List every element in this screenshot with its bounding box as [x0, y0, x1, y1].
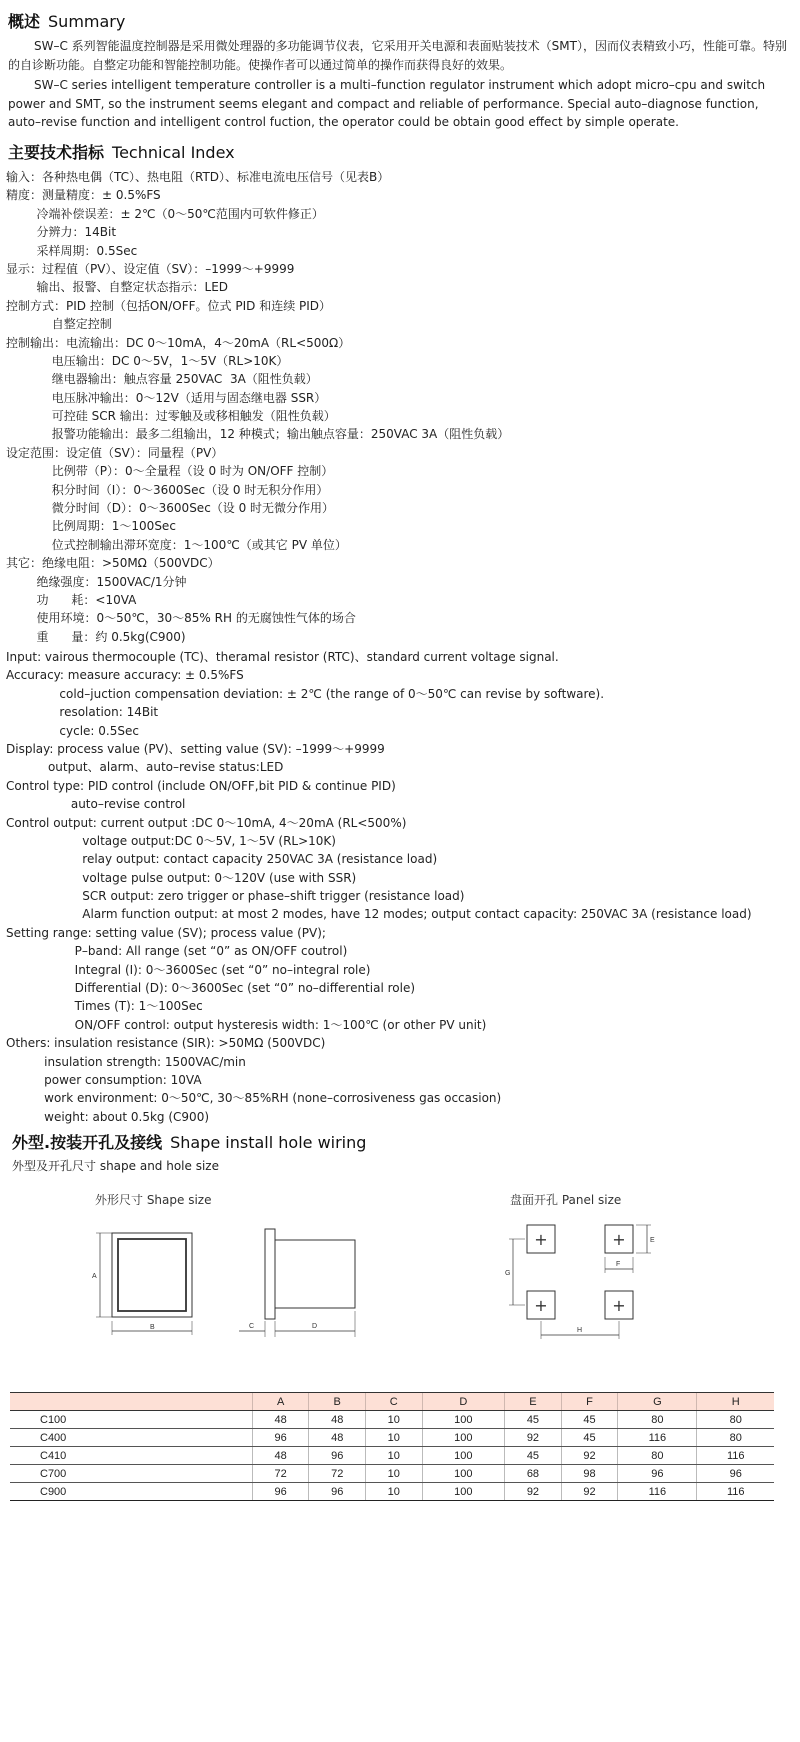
- spec-line: Setting range: setting value (SV); process value (PV);: [6, 925, 326, 940]
- shape-size-caption: 外形尺寸 Shape size: [95, 1193, 212, 1207]
- spec-line: 位式控制输出滞环宽度：1～100℃（或其它 PV 单位）: [6, 537, 347, 552]
- spec-line: Control type: PID control (include ON/OFF,bit PID & continue PID): [6, 778, 396, 793]
- spec-line: 绝缘强度：1500VAC/1分钟: [6, 574, 187, 589]
- dimension-cell: 10: [366, 1483, 423, 1501]
- table-row: [10, 1465, 774, 1483]
- spec-line: 控制输出：电流输出：DC 0～10mA，4～20mA（RL<500Ω）: [6, 335, 351, 350]
- dim-label-h: H: [577, 1327, 583, 1334]
- spec-line: 积分时间（I）：0～3600Sec（设 0 时无积分作用）: [6, 482, 329, 497]
- spec-line: Others: insulation resistance (SIR): >50MΩ (500VDC): [6, 1036, 326, 1051]
- spec-line: Control output: current output :DC 0～10mA, 4～20mA (RL<500%): [6, 815, 407, 830]
- dimension-cell: 96: [252, 1429, 309, 1447]
- spec-line: Alarm function output: at most 2 modes, have 12 modes; output contact capacity: 250VAC 3A (resistance load): [6, 907, 752, 922]
- dimension-cell: 45: [505, 1411, 562, 1429]
- dim-label-e: E: [650, 1237, 655, 1244]
- spec-line: 比例带（P）：0～全量程（设 0 时为 ON/OFF 控制）: [6, 464, 334, 479]
- table-row: [10, 1483, 774, 1501]
- spec-line: cycle: 0.5Sec: [6, 723, 139, 738]
- model-cell: C410: [10, 1447, 252, 1465]
- dimension-cell: 116: [618, 1483, 697, 1501]
- spec-line: 电压输出：DC 0～5V，1～5V（RL>10K）: [6, 353, 289, 368]
- table-header-cell: D: [422, 1393, 505, 1411]
- dimension-cell: 45: [561, 1411, 618, 1429]
- wiring-title-cn: 外型.按装开孔及接线: [12, 1133, 163, 1152]
- spec-line: insulation strength: 1500VAC/min: [6, 1054, 246, 1069]
- dimension-cell: 80: [697, 1429, 774, 1447]
- dimension-cell: 48: [252, 1447, 309, 1465]
- tech-title-cn: 主要技术指标: [8, 143, 105, 162]
- spec-line: Differential (D): 0～3600Sec (set “0” no–differential role): [6, 981, 416, 996]
- spec-line: P–band: All range (set “0” as ON/OFF coutrol): [6, 944, 348, 959]
- dimension-cell: 96: [618, 1465, 697, 1483]
- dim-label-b: B: [150, 1324, 155, 1331]
- tech-spec-list-cn: [6, 168, 796, 646]
- spec-line: voltage output:DC 0～5V, 1～5V (RL>10K): [6, 833, 336, 848]
- dimension-cell: 96: [309, 1447, 366, 1465]
- spec-line: 分辨力：14Bit: [6, 225, 117, 240]
- front-view-diagram: [88, 1225, 208, 1345]
- spec-line: ON/OFF control: output hysteresis width: 1～100℃ (or other PV unit): [6, 1017, 487, 1032]
- table-row: [10, 1447, 774, 1465]
- dimension-cell: 100: [422, 1465, 505, 1483]
- cutout-plus-icon: +: [612, 1230, 626, 1249]
- spec-line: 电压脉冲输出：0～12V（适用与固态继电器 SSR）: [6, 390, 327, 405]
- dimension-cell: 96: [252, 1483, 309, 1501]
- dimension-cell: 80: [697, 1411, 774, 1429]
- spec-line: 输入：各种热电偶（TC）、热电阻（RTD）、标准电流电压信号（见表B）: [6, 170, 390, 184]
- wiring-heading: [12, 1130, 366, 1153]
- spec-line: 设定范围：设定值（SV）：同量程（PV）: [6, 445, 224, 460]
- dimension-cell: 96: [697, 1465, 774, 1483]
- dimension-cell: 10: [366, 1447, 423, 1465]
- model-cell: C100: [10, 1411, 252, 1429]
- dimension-cell: 92: [505, 1429, 562, 1447]
- spec-line: 显示：过程值（PV）、设定值（SV）：–1999～+9999: [6, 261, 295, 276]
- dimension-cell: 100: [422, 1447, 505, 1465]
- spec-line: 自整定控制: [6, 317, 112, 332]
- spec-line: weight: about 0.5kg (C900): [6, 1109, 210, 1124]
- spec-line: 功 耗：<10VA: [6, 592, 137, 607]
- spec-line: 控制方式：PID 控制（包括ON/OFF。位式 PID 和连续 PID）: [6, 298, 332, 313]
- table-header-cell: E: [505, 1393, 562, 1411]
- table-row: [10, 1429, 774, 1447]
- summary-heading: [8, 9, 125, 32]
- spec-line: relay output: contact capacity 250VAC 3A (resistance load): [6, 852, 438, 867]
- table-header-cell: B: [309, 1393, 366, 1411]
- model-cell: C900: [10, 1483, 252, 1501]
- spec-line: 继电器输出：触点容量 250VAC 3A（阻性负载）: [6, 372, 318, 387]
- spec-line: Times (T): 1～100Sec: [6, 999, 203, 1014]
- dimension-cell: 92: [561, 1447, 618, 1465]
- spec-line: Input: vairous thermocouple (TC)、theramal resistor (RTC)、standard current voltage signal.: [6, 650, 559, 664]
- spec-line: 其它：绝缘电阻：>50MΩ（500VDC）: [6, 556, 220, 571]
- summary-title-cn: 概述: [8, 12, 41, 31]
- dimension-cell: 98: [561, 1465, 618, 1483]
- cutout-plus-icon: +: [534, 1230, 548, 1249]
- cutout-plus-icon: +: [534, 1296, 548, 1315]
- spec-line: 报警功能输出：最多二组输出，12 种模式；输出触点容量：250VAC 3A（阻性负载）: [6, 427, 510, 442]
- spec-line: resolation: 14Bit: [6, 705, 159, 720]
- dimension-cell: 45: [505, 1447, 562, 1465]
- spec-line: 精度：测量精度：± 0.5%FS: [6, 188, 161, 203]
- spec-line: 重 量：约 0.5kg(C900): [6, 629, 186, 644]
- dimension-cell: 10: [366, 1465, 423, 1483]
- dimension-cell: 48: [252, 1411, 309, 1429]
- table-row: [10, 1411, 774, 1429]
- spec-line: 比例周期：1～100Sec: [6, 519, 176, 534]
- table-header-cell: C: [366, 1393, 423, 1411]
- dimension-cell: 45: [561, 1429, 618, 1447]
- dimension-cell: 80: [618, 1447, 697, 1465]
- dimension-cell: 96: [309, 1483, 366, 1501]
- spec-line: Display: process value (PV)、setting value (SV): –1999～+9999: [6, 741, 385, 756]
- spec-line: work environment: 0～50℃, 30～85%RH (none–corrosiveness gas occasion): [6, 1091, 502, 1106]
- table-header-row: [10, 1393, 774, 1411]
- dim-label-c: C: [249, 1323, 255, 1330]
- panel-cutout-diagram: [505, 1215, 675, 1355]
- spec-line: Integral (I): 0～3600Sec (set “0” no–integral role): [6, 962, 371, 977]
- dimension-cell: 80: [618, 1411, 697, 1429]
- dimension-cell: 100: [422, 1411, 505, 1429]
- spec-line: auto–revise control: [6, 797, 186, 812]
- spec-line: 采样周期：0.5Sec: [6, 243, 138, 258]
- spec-line: output、alarm、auto–revise status:LED: [6, 760, 284, 775]
- dim-label-g: G: [505, 1270, 511, 1277]
- dim-label-a: A: [92, 1273, 97, 1280]
- dimensions-table: [10, 1392, 774, 1501]
- side-view-diagram: [235, 1225, 365, 1345]
- dimension-cell: 100: [422, 1483, 505, 1501]
- dimension-cell: 48: [309, 1411, 366, 1429]
- dimension-cell: 48: [309, 1429, 366, 1447]
- model-cell: C700: [10, 1465, 252, 1483]
- dim-label-d: D: [312, 1323, 318, 1330]
- panel-size-caption: 盘面开孔 Panel size: [510, 1193, 622, 1207]
- wiring-title-en: Shape install hole wiring: [170, 1133, 367, 1152]
- dim-label-f: F: [616, 1261, 621, 1268]
- table-header-cell: G: [618, 1393, 697, 1411]
- dimension-cell: 100: [422, 1429, 505, 1447]
- table-header-cell: H: [697, 1393, 774, 1411]
- spec-line: 微分时间（D）：0～3600Sec（设 0 时无微分作用）: [6, 501, 335, 516]
- dimension-cell: 92: [505, 1483, 562, 1501]
- cutout-plus-icon: +: [612, 1296, 626, 1315]
- spec-line: 输出、报警、自整定状态指示：LED: [6, 280, 229, 295]
- wiring-subtitle: 外型及开孔尺寸 shape and hole size: [12, 1159, 219, 1173]
- dimension-cell: 68: [505, 1465, 562, 1483]
- dimension-cell: 116: [618, 1429, 697, 1447]
- summary-title-en: Summary: [48, 12, 126, 31]
- dimension-cell: 10: [366, 1411, 423, 1429]
- table-header-cell: F: [561, 1393, 618, 1411]
- spec-line: 使用环境：0～50℃，30～85% RH 的无腐蚀性气体的场合: [6, 611, 356, 626]
- spec-line: 冷端补偿误差：± 2℃（0～50℃范围内可软件修正）: [6, 206, 324, 221]
- tech-spec-list-en: [6, 648, 796, 1126]
- table-header-cell: [10, 1393, 252, 1411]
- dimension-cell: 72: [252, 1465, 309, 1483]
- spec-line: SCR output: zero trigger or phase–shift trigger (resistance load): [6, 889, 465, 904]
- spec-line: power consumption: 10VA: [6, 1072, 202, 1087]
- model-cell: C400: [10, 1429, 252, 1447]
- table-header-cell: A: [252, 1393, 309, 1411]
- dimension-cell: 72: [309, 1465, 366, 1483]
- tech-title-en: Technical Index: [112, 143, 235, 162]
- spec-line: 可控硅 SCR 输出：过零触及或移相触发（阻性负载）: [6, 409, 336, 424]
- spec-line: Accuracy: measure accuracy: ± 0.5%FS: [6, 668, 244, 683]
- dimension-cell: 116: [697, 1447, 774, 1465]
- summary-paragraph-cn: SW–C 系列智能温度控制器是采用微处理器的多功能调节仪表，它采用开关电源和表面贴装技术（SMT），因而仪表精致小巧，性能可靠。特别的自诊断功能。自整定功能和智能控制功能。使操作者可以通过简单的操作而获得良好的效果。: [8, 39, 787, 72]
- spec-line: voltage pulse output: 0～120V (use with SSR): [6, 870, 357, 885]
- summary-paragraph-en: SW–C series intelligent temperature controller is a multi–function regulator instrument which adopt micro–cpu and switch power and SMT, so the instrument seems elegant and compact and reliable of performance. Special auto–diagnose function, auto–revise function and intelligent control fuction, the operator could be obtain good effect by simple operate.: [8, 78, 766, 129]
- dimension-cell: 92: [561, 1483, 618, 1501]
- spec-line: cold–juction compensation deviation: ± 2℃ (the range of 0～50℃ can revise by software).: [6, 686, 605, 701]
- tech-heading: [8, 140, 235, 163]
- dimension-cell: 10: [366, 1429, 423, 1447]
- dimension-cell: 116: [697, 1483, 774, 1501]
